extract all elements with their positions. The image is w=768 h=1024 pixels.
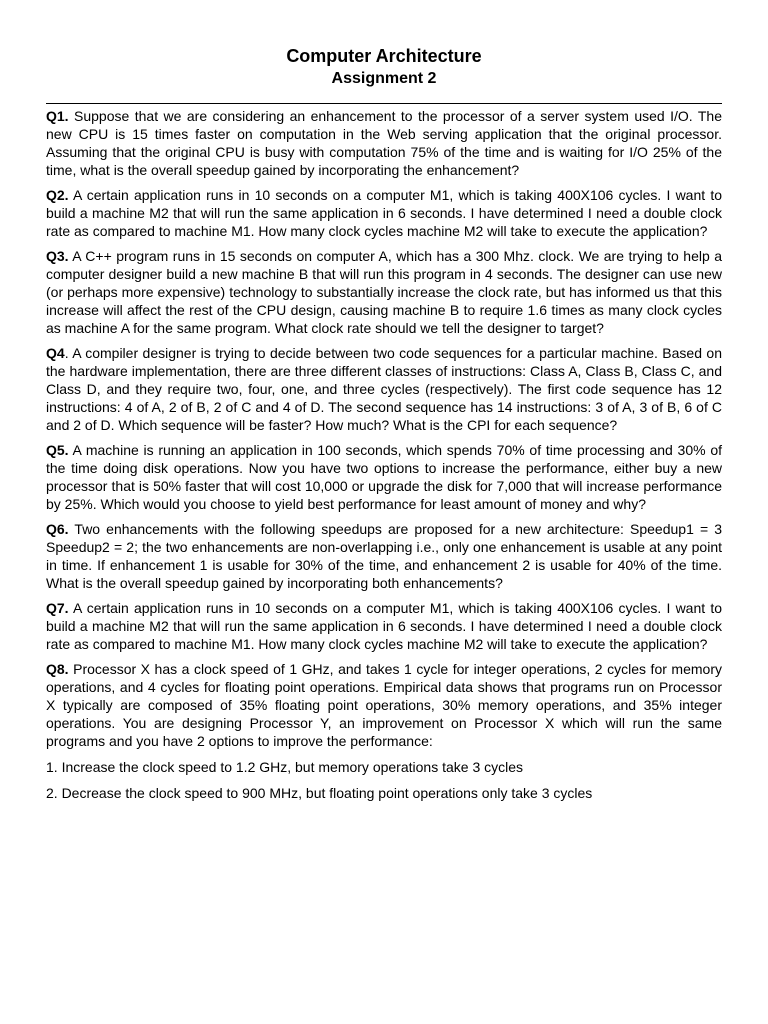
questions-list xyxy=(46,106,722,802)
question-number: Q4 xyxy=(46,345,65,361)
question-number: Q3. xyxy=(46,248,69,264)
question-number: Q1. xyxy=(46,108,69,124)
page-subtitle: Assignment 2 xyxy=(331,70,437,87)
q8-option-1: 1. Increase the clock speed to 1.2 GHz, but memory operations take 3 cycles xyxy=(46,759,524,775)
question-number: Q2. xyxy=(46,187,69,203)
question-number: Q7. xyxy=(46,600,69,616)
question-text: A certain application runs in 10 seconds on a computer M1, which is taking 400X106 cycles. I want to build a machine M2 that will run the same application in 6 seconds. I have determined I need a double clock rate as compared to machine M1. How many clock cycles machine M2 will take to execute the application? xyxy=(46,600,722,652)
question-5 xyxy=(46,440,722,513)
question-6 xyxy=(46,519,722,592)
question-text: . A compiler designer is trying to decide between two code sequences for a particular machine. Based on the hardware implementation, there are three different classes of instructions: Class A, Class B, Class C, and Class D, and they require two, four, one, and three cycles (respectively). The first code sequence has 12 instructions: 4 of A, 2 of B, 2 of C and 4 of D. The second sequence has 14 instructions: 3 of A, 3 of B, 6 of C and 2 of D. Which sequence will be faster? How much? What is the CPI for each sequence? xyxy=(46,345,722,433)
question-number: Q5. xyxy=(46,442,69,458)
question-2 xyxy=(46,185,722,240)
question-text: A C++ program runs in 15 seconds on computer A, which has a 300 Mhz. clock. We are trying to help a computer designer build a new machine B that will run this program in 4 seconds. The designer can use new (or perhaps more expensive) technology to substantially increase the clock rate, but has informed us that this increase will affect the rest of the CPU design, causing machine B to require 1.6 times as many clock cycles as machine A for the same program. What clock rate should we tell the designer to target? xyxy=(46,248,722,336)
question-3 xyxy=(46,246,722,337)
question-number: Q8. xyxy=(46,661,69,677)
question-1 xyxy=(46,106,722,179)
question-8 xyxy=(46,659,722,750)
q8-option-2: 2. Decrease the clock speed to 900 MHz, but floating point operations only take 3 cycles xyxy=(46,785,593,801)
question-text: A certain application runs in 10 seconds on a computer M1, which is taking 400X106 cycles. I want to build a machine M2 that will run the same application in 6 seconds. I have determined I need a double clock rate as compared to machine M1. How many clock cycles machine M2 will take to execute the application? xyxy=(46,187,722,239)
question-text: Suppose that we are considering an enhancement to the processor of a server system used I/O. The new CPU is 15 times faster on computation in the Web serving application that the original processor. Assuming that the original CPU is busy with computation 75% of the time and is waiting for I/O 25% of the time, what is the overall speedup gained by incorporating the enhancement? xyxy=(46,108,722,178)
question-text: Processor X has a clock speed of 1 GHz, and takes 1 cycle for integer operations, 2 cycles for memory operations, and 4 cycles for floating point operations. Empirical data shows that programs run on Processor X typically are composed of 35% floating point operations, 30% memory operations, and 35% integer operations. You are designing Processor Y, an improvement on Processor X which will run the same programs and you have 2 options to improve the performance: xyxy=(46,661,722,749)
question-4 xyxy=(46,343,722,434)
question-7 xyxy=(46,598,722,653)
question-text: A machine is running an application in 100 seconds, which spends 70% of time processing and 30% of the time doing disk operations. Now you have two options to increase the performance, either buy a new processor that is 50% faster that will cost 10,000 or upgrade the disk for 7,000 that will increase performance by 25%. Which would you choose to yield best performance for least amount of money and why? xyxy=(46,442,722,512)
question-text: Two enhancements with the following speedups are proposed for a new architecture: Speedup1 = 3 Speedup2 = 2; the two enhancements are non-overlapping i.e., only one enhancement is usable at any point in time. If enhancement 1 is usable for 30% of the time, and enhancement 2 is usable for 40% of the time. What is the overall speedup gained by incorporating both enhancements? xyxy=(46,521,722,591)
header-divider xyxy=(46,103,722,104)
page-title: Computer Architecture xyxy=(286,46,482,66)
question-number: Q6. xyxy=(46,521,69,537)
